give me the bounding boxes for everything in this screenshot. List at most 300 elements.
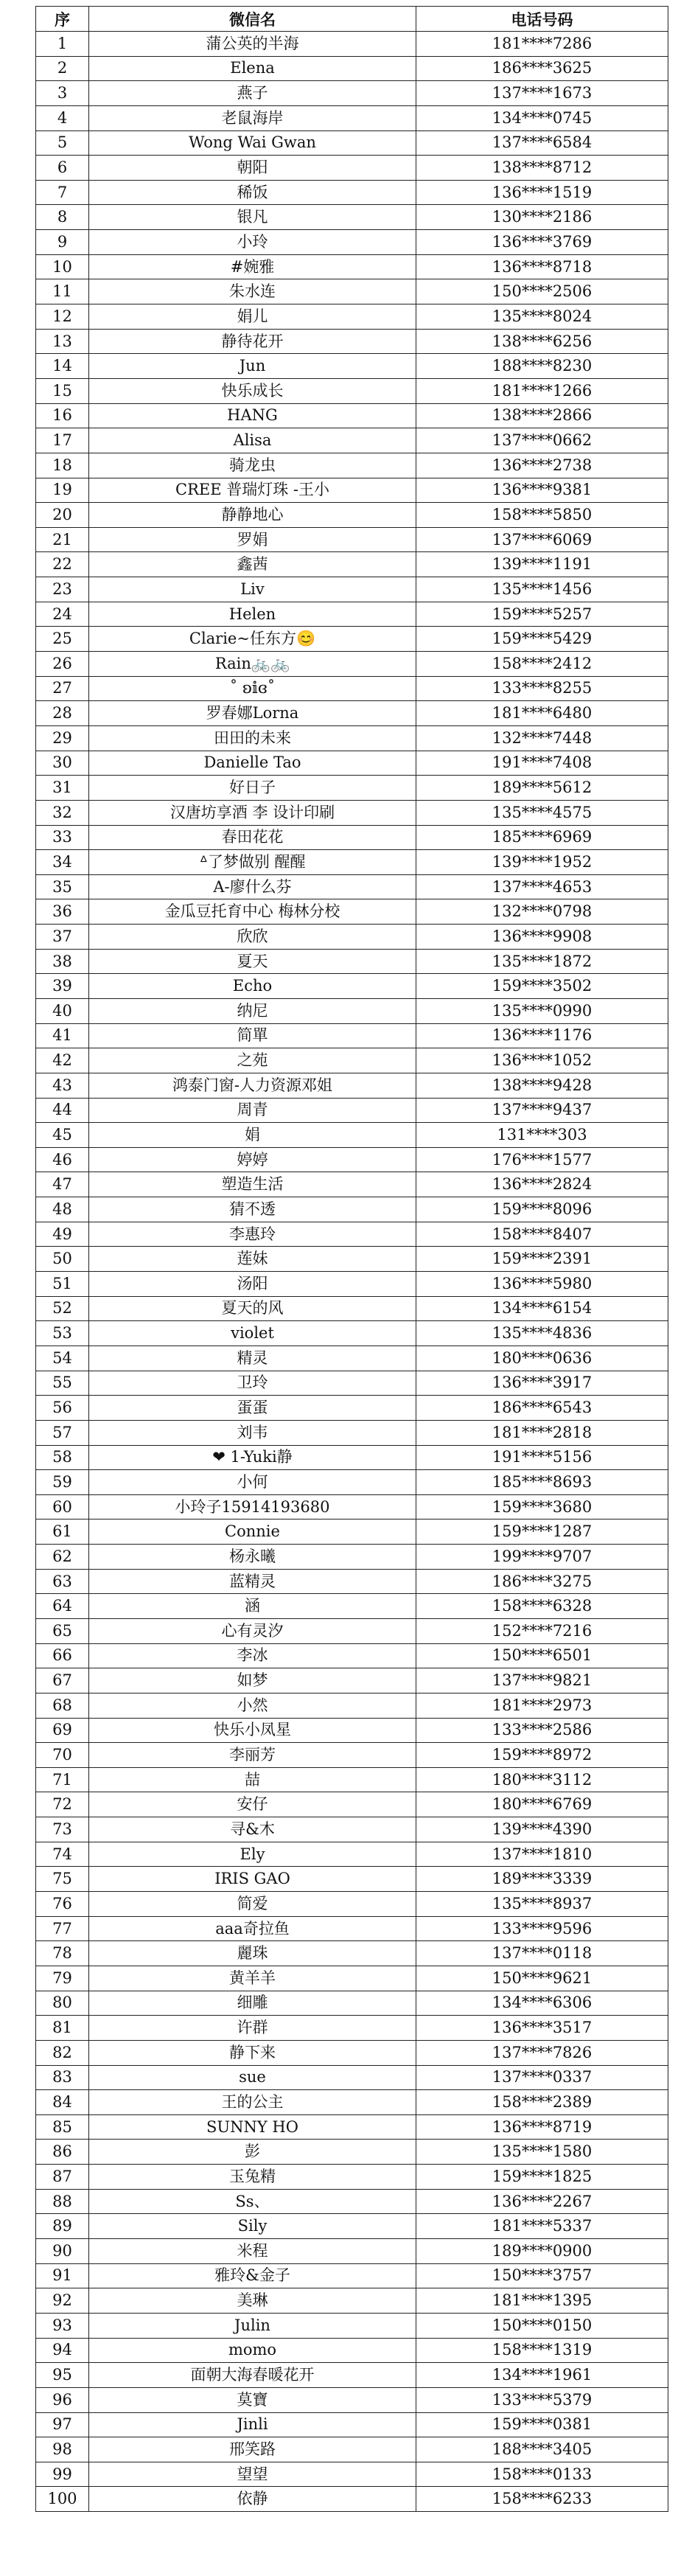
phone-number: 135****4836 — [416, 1321, 668, 1346]
table-row — [36, 1941, 668, 1966]
row-index: 22 — [36, 552, 89, 577]
table-row — [36, 1123, 668, 1148]
phone-number: 159****3502 — [416, 974, 668, 999]
wechat-name: 朱水连 — [89, 279, 416, 304]
phone-number: 137****0118 — [416, 1941, 668, 1966]
phone-number: 189****3339 — [416, 1867, 668, 1892]
table-row — [36, 2016, 668, 2041]
header-wechat-name: 微信名 — [89, 7, 416, 32]
wechat-name: 鑫茜 — [89, 552, 416, 577]
row-index: 40 — [36, 998, 89, 1023]
phone-number: 158****1319 — [416, 2338, 668, 2363]
table-row — [36, 899, 668, 925]
row-index: 16 — [36, 403, 89, 428]
row-index: 10 — [36, 254, 89, 279]
phone-number: 135****1456 — [416, 577, 668, 602]
table-row — [36, 279, 668, 304]
wechat-name: 猜不透 — [89, 1197, 416, 1222]
row-index: 73 — [36, 1817, 89, 1842]
table-row — [36, 2140, 668, 2165]
row-index: 34 — [36, 850, 89, 875]
table-row — [36, 1643, 668, 1668]
table-row — [36, 627, 668, 652]
phone-number: 186****3625 — [416, 56, 668, 81]
phone-number: 158****0133 — [416, 2462, 668, 2487]
table-row — [36, 180, 668, 205]
wechat-name: 婷婷 — [89, 1147, 416, 1172]
phone-number: 199****9707 — [416, 1545, 668, 1570]
row-index: 99 — [36, 2462, 89, 2487]
table-row — [36, 130, 668, 156]
wechat-name: 美琳 — [89, 2288, 416, 2314]
phone-number: 159****3680 — [416, 1494, 668, 1520]
table-row — [36, 2189, 668, 2214]
table-row — [36, 998, 668, 1023]
wechat-name: 春田花花 — [89, 825, 416, 850]
wechat-name: 燕子 — [89, 81, 416, 106]
wechat-name: 莲妹 — [89, 1247, 416, 1272]
wechat-name: 鸿泰门窗-人力资源邓姐 — [89, 1073, 416, 1098]
phone-number: 186****6543 — [416, 1396, 668, 1421]
phone-number: 158****2389 — [416, 2090, 668, 2115]
row-index: 41 — [36, 1023, 89, 1048]
row-index: 35 — [36, 874, 89, 899]
phone-number: 176****1577 — [416, 1147, 668, 1172]
row-index: 52 — [36, 1296, 89, 1321]
table-row — [36, 1023, 668, 1048]
phone-number: 138****2866 — [416, 403, 668, 428]
phone-number: 188****8230 — [416, 354, 668, 379]
wechat-name: 静静地心 — [89, 503, 416, 528]
row-index: 58 — [36, 1445, 89, 1470]
wechat-name: 精灵 — [89, 1346, 416, 1371]
phone-number: 181****1395 — [416, 2288, 668, 2314]
wechat-name: 卫玲 — [89, 1371, 416, 1396]
table-row — [36, 1272, 668, 1297]
table-row — [36, 874, 668, 899]
row-index: 20 — [36, 503, 89, 528]
wechat-name: 安仔 — [89, 1792, 416, 1817]
phone-number: 134****0745 — [416, 105, 668, 130]
row-index: 7 — [36, 180, 89, 205]
row-index: 51 — [36, 1272, 89, 1297]
table-row — [36, 1792, 668, 1817]
wechat-name: 娟儿 — [89, 304, 416, 330]
phone-number: 136****2738 — [416, 453, 668, 478]
table-row — [36, 428, 668, 453]
row-index: 70 — [36, 1743, 89, 1768]
table-row — [36, 1098, 668, 1123]
phone-number: 185****8693 — [416, 1470, 668, 1495]
table-row — [36, 81, 668, 106]
phone-number: 136****3769 — [416, 230, 668, 255]
wechat-name: 如梦 — [89, 1668, 416, 1693]
table-row — [36, 552, 668, 577]
row-index: 27 — [36, 676, 89, 701]
wechat-name: 许群 — [89, 2016, 416, 2041]
table-row — [36, 2462, 668, 2487]
wechat-name: Ely — [89, 1842, 416, 1867]
table-row — [36, 1520, 668, 1545]
table-row — [36, 1147, 668, 1172]
table-row — [36, 1420, 668, 1445]
phone-number: 181****6480 — [416, 701, 668, 726]
wechat-name: 刘韦 — [89, 1420, 416, 1445]
table-row — [36, 105, 668, 130]
row-index: 94 — [36, 2338, 89, 2363]
row-index: 19 — [36, 478, 89, 503]
row-index: 8 — [36, 205, 89, 230]
table-row — [36, 2263, 668, 2288]
wechat-name: momo — [89, 2338, 416, 2363]
table-row — [36, 156, 668, 181]
row-index: 15 — [36, 378, 89, 403]
phone-number: 136****8719 — [416, 2114, 668, 2140]
table-row — [36, 701, 668, 726]
row-index: 39 — [36, 974, 89, 999]
wechat-name: Julin — [89, 2313, 416, 2338]
phone-number: 135****4575 — [416, 800, 668, 825]
wechat-name: Connie — [89, 1520, 416, 1545]
row-index: 86 — [36, 2140, 89, 2165]
table-row — [36, 56, 668, 81]
row-index: 26 — [36, 652, 89, 677]
wechat-name: 蓝精灵 — [89, 1569, 416, 1594]
table-row — [36, 2338, 668, 2363]
phone-number: 136****9908 — [416, 925, 668, 950]
phone-number: 135****8937 — [416, 1892, 668, 1917]
phone-number: 136****3517 — [416, 2016, 668, 2041]
wechat-name: 麗珠 — [89, 1941, 416, 1966]
phone-number: 158****5850 — [416, 503, 668, 528]
row-index: 50 — [36, 1247, 89, 1272]
table-row — [36, 2363, 668, 2388]
phone-number: 159****5257 — [416, 602, 668, 627]
phone-number: 159****8096 — [416, 1197, 668, 1222]
table-row — [36, 1817, 668, 1842]
phone-number: 138****9428 — [416, 1073, 668, 1098]
table-row — [36, 1494, 668, 1520]
phone-number: 159****0381 — [416, 2412, 668, 2437]
phone-number: 133****2586 — [416, 1718, 668, 1743]
table-row — [36, 304, 668, 330]
wechat-name: SUNNY HO — [89, 2114, 416, 2140]
phone-number: 189****5612 — [416, 776, 668, 801]
wechat-name: HANG — [89, 403, 416, 428]
phone-number: 180****3112 — [416, 1767, 668, 1792]
wechat-name: 罗春娜Lorna — [89, 701, 416, 726]
row-index: 36 — [36, 899, 89, 925]
table-row — [36, 974, 668, 999]
table-row — [36, 1296, 668, 1321]
table-row — [36, 1073, 668, 1098]
phone-number: 158****6233 — [416, 2487, 668, 2512]
phone-number: 181****5337 — [416, 2214, 668, 2239]
wechat-name: 邢笑路 — [89, 2437, 416, 2462]
phone-number: 159****5429 — [416, 627, 668, 652]
table-row — [36, 1445, 668, 1470]
row-index: 96 — [36, 2387, 89, 2412]
row-index: 80 — [36, 1991, 89, 2016]
row-index: 56 — [36, 1396, 89, 1421]
wechat-name: 彭 — [89, 2140, 416, 2165]
table-row — [36, 676, 668, 701]
row-index: 85 — [36, 2114, 89, 2140]
row-index: 78 — [36, 1941, 89, 1966]
table-row — [36, 725, 668, 751]
table-row — [36, 2437, 668, 2462]
table-row — [36, 503, 668, 528]
phone-number: 136****3917 — [416, 1371, 668, 1396]
wechat-name: 细雕 — [89, 1991, 416, 2016]
wechat-name: 小何 — [89, 1470, 416, 1495]
wechat-name: 汤阳 — [89, 1272, 416, 1297]
row-index: 53 — [36, 1321, 89, 1346]
phone-number: 135****1872 — [416, 949, 668, 974]
phone-number: 137****0337 — [416, 2065, 668, 2090]
table-row — [36, 850, 668, 875]
table-row — [36, 1346, 668, 1371]
row-index: 55 — [36, 1371, 89, 1396]
wechat-name: 涵 — [89, 1594, 416, 1619]
table-row — [36, 1247, 668, 1272]
row-index: 11 — [36, 279, 89, 304]
phone-number: 158****2412 — [416, 652, 668, 677]
table-row — [36, 205, 668, 230]
table-row — [36, 1048, 668, 1073]
phone-number: 134****1961 — [416, 2363, 668, 2388]
wechat-name: 快乐小凤星 — [89, 1718, 416, 1743]
row-index: 65 — [36, 1619, 89, 1644]
wechat-name: 罗娟 — [89, 527, 416, 552]
row-index: 91 — [36, 2263, 89, 2288]
row-index: 87 — [36, 2165, 89, 2190]
row-index: 2 — [36, 56, 89, 81]
wechat-name: 朝阳 — [89, 156, 416, 181]
wechat-name: #婉雅 — [89, 254, 416, 279]
row-index: 92 — [36, 2288, 89, 2314]
row-index: 61 — [36, 1520, 89, 1545]
wechat-name: Danielle Tao — [89, 751, 416, 776]
wechat-name: 金瓜豆托育中心 梅林分校 — [89, 899, 416, 925]
table-row — [36, 1594, 668, 1619]
wechat-name: 小玲子15914193680 — [89, 1494, 416, 1520]
phone-number: 137****4653 — [416, 874, 668, 899]
row-index: 72 — [36, 1792, 89, 1817]
wechat-name: 小玲 — [89, 230, 416, 255]
table-row — [36, 2412, 668, 2437]
row-index: 59 — [36, 1470, 89, 1495]
row-index: 98 — [36, 2437, 89, 2462]
wechat-name: Clarie~任东方😊 — [89, 627, 416, 652]
table-row — [36, 254, 668, 279]
phone-number: 158****6328 — [416, 1594, 668, 1619]
wechat-name: 李丽芳 — [89, 1743, 416, 1768]
wechat-name: 塑造生活 — [89, 1172, 416, 1197]
wechat-name: sue — [89, 2065, 416, 2090]
phone-number: 137****1673 — [416, 81, 668, 106]
table-row — [36, 1321, 668, 1346]
row-index: 57 — [36, 1420, 89, 1445]
wechat-name: 夏天 — [89, 949, 416, 974]
wechat-name: 欣欣 — [89, 925, 416, 950]
row-index: 32 — [36, 800, 89, 825]
row-index: 71 — [36, 1767, 89, 1792]
table-row — [36, 2239, 668, 2264]
table-row — [36, 925, 668, 950]
phone-number: 136****1176 — [416, 1023, 668, 1048]
table-row — [36, 329, 668, 354]
phone-number: 186****3275 — [416, 1569, 668, 1594]
phone-number: 180****0636 — [416, 1346, 668, 1371]
row-index: 44 — [36, 1098, 89, 1123]
row-index: 75 — [36, 1867, 89, 1892]
table-row — [36, 1892, 668, 1917]
table-row — [36, 2214, 668, 2239]
table-row — [36, 378, 668, 403]
table-row — [36, 1991, 668, 2016]
phone-number: 137****6069 — [416, 527, 668, 552]
phone-number: 136****1052 — [416, 1048, 668, 1073]
phone-number: 180****6769 — [416, 1792, 668, 1817]
table-row — [36, 1867, 668, 1892]
row-index: 89 — [36, 2214, 89, 2239]
table-row — [36, 1470, 668, 1495]
row-index: 33 — [36, 825, 89, 850]
phone-number: 136****2267 — [416, 2189, 668, 2214]
phone-number: 188****3405 — [416, 2437, 668, 2462]
wechat-name: 黄羊羊 — [89, 1966, 416, 1991]
wechat-name: 汉唐坊享酒 李 设计印刷 — [89, 800, 416, 825]
wechat-name: 面朝大海春暖花开 — [89, 2363, 416, 2388]
row-index: 31 — [36, 776, 89, 801]
wechat-name: ˚ ʚ𝕚ɞ˚ — [89, 676, 416, 701]
row-index: 47 — [36, 1172, 89, 1197]
phone-number: 159****2391 — [416, 1247, 668, 1272]
phone-number: 139****1191 — [416, 552, 668, 577]
phone-number: 138****6256 — [416, 329, 668, 354]
row-index: 17 — [36, 428, 89, 453]
table-row — [36, 800, 668, 825]
wechat-name: Ss、 — [89, 2189, 416, 2214]
wechat-name: 纳尼 — [89, 998, 416, 1023]
phone-number: 136****8718 — [416, 254, 668, 279]
table-row — [36, 1842, 668, 1867]
phone-number: 189****0900 — [416, 2239, 668, 2264]
wechat-name: 玉兔精 — [89, 2165, 416, 2190]
table-row — [36, 1172, 668, 1197]
wechat-name: violet — [89, 1321, 416, 1346]
row-index: 81 — [36, 2016, 89, 2041]
wechat-name: 夏天的风 — [89, 1296, 416, 1321]
phone-number: 150****0150 — [416, 2313, 668, 2338]
table-body — [36, 32, 668, 2512]
wechat-name: Wong Wai Gwan — [89, 130, 416, 156]
table-row — [36, 1966, 668, 1991]
phone-number: 150****6501 — [416, 1643, 668, 1668]
row-index: 66 — [36, 1643, 89, 1668]
row-index: 1 — [36, 32, 89, 57]
wechat-name: ❤ 1-Yuki静 — [89, 1445, 416, 1470]
row-index: 25 — [36, 627, 89, 652]
row-index: 29 — [36, 725, 89, 751]
phone-number: 131****303 — [416, 1123, 668, 1148]
table-row — [36, 1767, 668, 1792]
row-index: 67 — [36, 1668, 89, 1693]
phone-number: 159****1287 — [416, 1520, 668, 1545]
table-row — [36, 1619, 668, 1644]
wechat-name: 寻&木 — [89, 1817, 416, 1842]
phone-number: 135****1580 — [416, 2140, 668, 2165]
row-index: 68 — [36, 1693, 89, 1718]
table-row — [36, 2387, 668, 2412]
row-index: 48 — [36, 1197, 89, 1222]
row-index: 93 — [36, 2313, 89, 2338]
table-row — [36, 825, 668, 850]
row-index: 46 — [36, 1147, 89, 1172]
row-index: 60 — [36, 1494, 89, 1520]
wechat-name: CREE 普瑞灯珠 -王小 — [89, 478, 416, 503]
row-index: 14 — [36, 354, 89, 379]
row-index: 63 — [36, 1569, 89, 1594]
phone-number: 137****6584 — [416, 130, 668, 156]
phone-number: 130****2186 — [416, 205, 668, 230]
phone-number: 134****6154 — [416, 1296, 668, 1321]
row-index: 42 — [36, 1048, 89, 1073]
table-row — [36, 652, 668, 677]
phone-number: 158****8407 — [416, 1222, 668, 1247]
phone-number: 191****7408 — [416, 751, 668, 776]
header-index: 序 — [36, 7, 89, 32]
wechat-name: Alisa — [89, 428, 416, 453]
wechat-name: 好日子 — [89, 776, 416, 801]
phone-number: 136****5980 — [416, 1272, 668, 1297]
table-row — [36, 1916, 668, 1941]
wechat-name: 简單 — [89, 1023, 416, 1048]
wechat-name: Jinli — [89, 2412, 416, 2437]
wechat-name: 米程 — [89, 2239, 416, 2264]
table-row — [36, 2165, 668, 2190]
wechat-name: aaa奇拉鱼 — [89, 1916, 416, 1941]
wechat-name: Jun — [89, 354, 416, 379]
table-row — [36, 2065, 668, 2090]
row-index: 82 — [36, 2040, 89, 2065]
wechat-name: 小然 — [89, 1693, 416, 1718]
phone-number: 139****4390 — [416, 1817, 668, 1842]
row-index: 28 — [36, 701, 89, 726]
table-row — [36, 478, 668, 503]
table-row — [36, 1197, 668, 1222]
table-row — [36, 1222, 668, 1247]
wechat-name: 蛋蛋 — [89, 1396, 416, 1421]
wechat-name: 静下来 — [89, 2040, 416, 2065]
phone-number: 181****2818 — [416, 1420, 668, 1445]
phone-number: 137****0662 — [416, 428, 668, 453]
wechat-name: Elena — [89, 56, 416, 81]
row-index: 13 — [36, 329, 89, 354]
row-index: 69 — [36, 1718, 89, 1743]
row-index: 4 — [36, 105, 89, 130]
phone-number: 133****9596 — [416, 1916, 668, 1941]
table-row — [36, 32, 668, 57]
wechat-name: Sily — [89, 2214, 416, 2239]
table-row — [36, 403, 668, 428]
table-row — [36, 1569, 668, 1594]
phone-number: 152****7216 — [416, 1619, 668, 1644]
row-index: 83 — [36, 2065, 89, 2090]
wechat-name: IRIS GAO — [89, 1867, 416, 1892]
contact-table — [35, 6, 668, 2512]
